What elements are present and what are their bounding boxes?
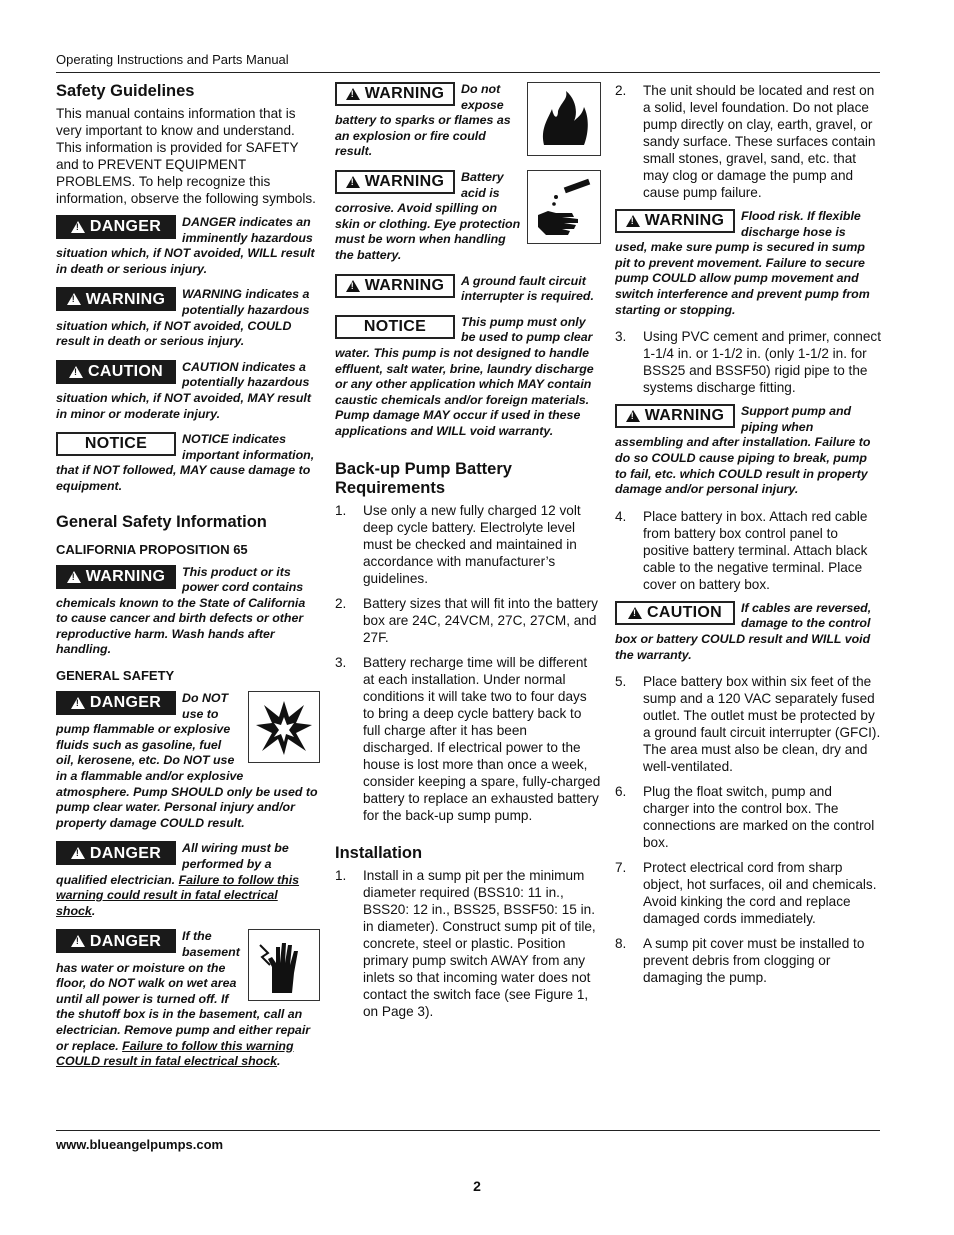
alert-triangle-icon	[626, 410, 640, 422]
alert-triangle-icon	[346, 176, 360, 188]
header-rule	[56, 72, 880, 73]
gfci-warning: ! WARNING A ground fault circuit interrupter is required.	[335, 274, 601, 305]
sparks-warning: ! WARNING Do not expose battery to sparks or flames as an explosion or fire could result.	[335, 82, 601, 160]
prop65-heading: CALIFORNIA PROPOSITION 65	[56, 541, 248, 557]
alert-triangle-icon	[69, 366, 83, 378]
notice-definition: NOTICE NOTICE indicates important information, that if NOT followed, MAY cause damage to equipment.	[56, 432, 315, 493]
footer-url[interactable]: www.blueangelpumps.com	[56, 1137, 224, 1152]
basement-danger: ! DANGER If the basement has water or moisture on the floor, do NOT walk on wet area until all power is turned off. If the shutoff box is in the basement, call an electrician. Remove pump and either repair or replace. Failure to follow this warning COULD result in fatal electrical shock.	[56, 929, 320, 1069]
alert-triangle-icon	[346, 280, 360, 292]
battery-list	[335, 502, 601, 824]
support-warning: ! WARNING Support pump and piping when assembling and after installation. Failure to do so COULD cause piping to break, pump to fail, etc. which COULD result in property damage and/or personal injury.	[615, 404, 881, 498]
warning-badge: ! WARNING	[615, 404, 735, 428]
clear-water-notice: NOTICE This pump must only be used to pump clear water. This pump is not designed to handle effluent, salt water, brine, laundry discharge or any other application which MAY contain caustic chemicals and/or foreign materials. Pump damage MAY occur if used in these applications and WILL void warranty.	[335, 314, 594, 438]
footer-rule	[56, 1130, 880, 1131]
alert-triangle-icon	[626, 215, 640, 227]
warning-badge: ! WARNING	[56, 565, 176, 589]
warning-badge: ! WARNING	[335, 170, 455, 194]
alert-triangle-icon	[71, 697, 85, 709]
danger-badge: ! DANGER	[56, 841, 176, 865]
list-item: 4. Place battery in box. Attach red cable from battery box control panel to positive battery terminal. Attach black cable to the negative terminal. Place cover on battery box.	[615, 508, 868, 592]
caution-definition: ! CAUTION CAUTION indicates a potentially hazardous situation which, if NOT avoided, MAY result in minor or moderate injury.	[56, 360, 320, 422]
column-2	[335, 82, 601, 1028]
warning-definition: ! WARNING WARNING indicates a potentially hazardous situation which, if NOT avoided, COULD result in death or serious injury.	[56, 287, 320, 349]
cables-caution: ! CAUTION If cables are reversed, damage to the control box or battery COULD result and WILL void the warranty.	[615, 601, 881, 663]
running-header: Operating Instructions and Parts Manual	[56, 52, 289, 67]
general-safety-heading: General Safety Information	[56, 512, 267, 531]
alert-triangle-icon	[67, 571, 81, 583]
list-item: 2. Battery sizes that will fit into the battery box are 24C, 24VCM, 27C, 27CM, and 27F.	[335, 595, 598, 645]
list-item: 3. Using PVC cement and primer, connect 1-1/4 in. or 1-1/2 in. (only 1-1/2 in. for BSS25 and BSSF50) rigid pipe to the systems discharge fitting.	[615, 329, 882, 396]
danger-badge: ! DANGER	[56, 215, 176, 239]
battery-requirements-heading: Back-up Pump Battery Requirements	[335, 459, 512, 497]
notice-badge: NOTICE	[56, 432, 176, 456]
alert-triangle-icon	[71, 847, 85, 859]
alert-triangle-icon	[67, 293, 81, 305]
general-safety-subheading: GENERAL SAFETY	[56, 668, 175, 684]
alert-triangle-icon	[346, 88, 360, 100]
warning-badge: ! WARNING	[615, 209, 735, 233]
danger-definition: ! DANGER DANGER indicates an imminently hazardous situation which, if NOT avoided, WILL result in death or serious injury.	[56, 215, 320, 277]
column-1	[56, 82, 320, 1080]
column-3	[615, 82, 881, 994]
prop65-warning: ! WARNING This product or its power cord contains chemicals known to the State of California to cause cancer and birth defects or other reproductive harm. Wash hands after handling.	[56, 565, 320, 659]
installation-heading: Installation	[335, 843, 423, 862]
alert-triangle-icon	[71, 935, 85, 947]
warning-badge: ! WARNING	[56, 287, 176, 311]
alert-triangle-icon	[628, 607, 642, 619]
list-item: 7. Protect electrical cord from sharp object, hot surfaces, oil and chemicals. Avoid kinking the cord and replace damaged cords immediately.	[615, 860, 877, 927]
caution-badge: ! CAUTION	[615, 601, 735, 625]
acid-warning: ! WARNING Battery acid is corrosive. Avoid spilling on skin or clothing. Eye protection must be worn when handling the battery.	[335, 170, 601, 264]
list-item: 1. Install in a sump pit per the minimum diameter required (BSS10: 11 in., BSS20: 12 in., BSS25, BSSF50: 15 in. in diameter). Construct sump pit of tile, concrete, steel or plastic. Position primary pump switch AWAY from any inlets so that incoming water does not contact the switch face (see Figure 1, on Page 3).	[335, 867, 596, 1019]
installation-list-continued	[615, 82, 881, 201]
danger-badge: ! DANGER	[56, 691, 176, 715]
explosion-icon	[248, 691, 320, 763]
list-item: 8. A sump pit cover must be installed to prevent debris from clogging or damaging the pump.	[615, 936, 865, 986]
flood-warning: ! WARNING Flood risk. If flexible discharge hose is used, make sure pump is secured in sump pit to prevent movement. Failure to secure pump COULD allow pump movement and switch interference and prevent pump from starting or stopping.	[615, 209, 881, 318]
fire-icon	[527, 82, 601, 156]
notice-badge: NOTICE	[335, 315, 455, 339]
list-item: 2. The unit should be located and rest on a solid, level foundation. Do not place pump directly on clay, earth, gravel, or sandy surface. These surfaces contain small stones, gravel, sand, etc. that may clog or damage the pump and cause pump failure.	[615, 83, 876, 200]
safety-guidelines-heading: Safety Guidelines	[56, 82, 195, 100]
intro-paragraph: This manual contains information that is very important to know and understand. This information is provided for SAFETY and to PREVENT EQUIPMENT PROBLEMS. To help recognize this information, observe the following symbols.	[56, 106, 316, 206]
alert-triangle-icon	[71, 221, 85, 233]
electric-shock-hand-icon	[248, 929, 320, 1001]
wiring-danger: ! DANGER All wiring must be performed by a qualified electrician. Failure to follow this warning could result in fatal electrical shock.	[56, 841, 320, 919]
list-item: 3. Battery recharge time will be different at each installation. Under normal conditions it will take two to four days to bring a deep cycle battery back to full charge after it has been discharged. If electrical power to the house is lost more than once a week, consider keeping a spare, fully-charged battery to replace an exhausted battery for the back-up sump pump.	[335, 654, 601, 823]
warning-badge: ! WARNING	[335, 274, 455, 298]
flammable-danger: ! DANGER Do NOT use to pump flammable or explosive fluids such as gasoline, fuel oil, kerosene, etc. Do NOT use in a flammable and/or explosive atmosphere. Pump SHOULD only be used to pump clear water. Personal injury and/or property damage COULD result.	[56, 691, 320, 831]
page-number: 2	[473, 1178, 481, 1194]
list-item: 1. Use only a new fully charged 12 volt deep cycle battery. Electrolyte level must be checked and maintained in accordance with manufacturer’s guidelines.	[335, 502, 581, 586]
installation-list	[335, 867, 601, 1020]
corrosive-hand-icon	[527, 170, 601, 244]
list-item: 6. Plug the float switch, pump and charger into the control box. The connections are marked on the control box.	[615, 784, 875, 851]
danger-badge: ! DANGER	[56, 929, 176, 953]
caution-badge: ! CAUTION	[56, 360, 176, 384]
list-item: 5. Place battery box within six feet of the sump and a 120 VAC separately fused outlet. The outlet must be protected by a ground fault circuit interrupter (GFCI). The area must also be clean, dry and well-ventilated.	[615, 674, 881, 775]
warning-badge: ! WARNING	[335, 82, 455, 106]
